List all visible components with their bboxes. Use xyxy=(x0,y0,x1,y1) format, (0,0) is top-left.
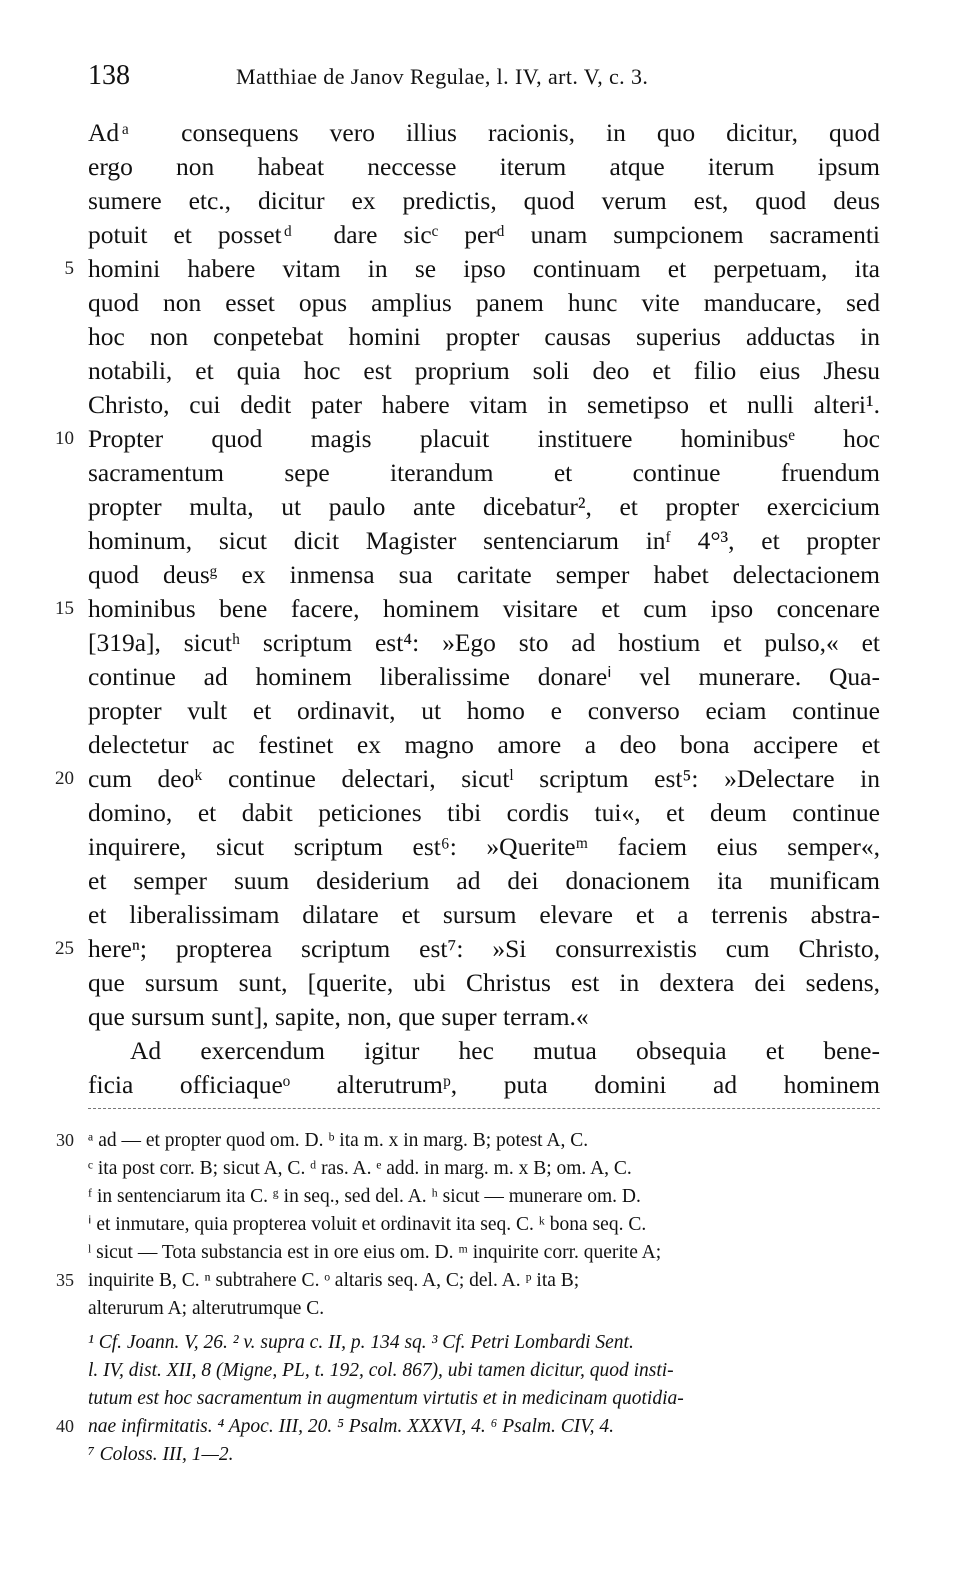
text-line: Ad ͣ consequens vero illius racionis, in quo dicitur, quod xyxy=(88,118,880,147)
text-line: que sursum sunt], sapite, non, que super terram.« xyxy=(88,1002,589,1031)
text-line: Ad exercendum igitur hec mutua obsequia et bene- xyxy=(130,1036,880,1065)
line-number: 10 xyxy=(55,428,74,449)
text-line: propter multa, ut paulo ante dicebatur², et propter exercicium xyxy=(88,492,880,521)
page-number: 138 xyxy=(88,60,130,91)
text-line: hominibus bene facere, hominem visitare et cum ipso concenare xyxy=(88,594,880,623)
text-line: hereⁿ; propterea scriptum est⁷: »Si consurrexistis cum Christo, xyxy=(88,934,880,963)
running-head: Matthiae de Janov Regulae, l. IV, art. V, c. 3. xyxy=(236,64,649,89)
line-number: 20 xyxy=(55,768,74,789)
text-line: notabili, et quia hoc est proprium soli deo et filio eius Jhesu xyxy=(88,356,880,385)
text-line: [319a], sicutʰ scriptum est⁴: »Ego sto ad hostium et pulso,« et xyxy=(88,628,880,657)
line-number: 35 xyxy=(56,1270,74,1290)
footnote-divider xyxy=(88,1108,880,1109)
text-line: domino, et dabit peticiones tibi cordis tui«, et deum continue xyxy=(88,798,880,827)
text-line: propter vult et ordinavit, ut homo e converso eciam continue xyxy=(88,696,880,725)
page-header xyxy=(88,56,880,100)
text-line: ficia officiaqueᵒ alterutrumᵖ, puta domini ad hominem xyxy=(88,1070,880,1099)
source-note-line: ¹ Cf. Joann. V, 26. ² v. supra c. II, p. 134 sq. ³ Cf. Petri Lombardi Sent. xyxy=(88,1332,634,1353)
text-line: sacramentum sepe iterandum et continue fruendum xyxy=(88,458,880,487)
apparatus-line: ᶠ in sentenciarum ita C. ᵍ in seq., sed del. A. ʰ sicut — munerare om. D. xyxy=(88,1186,641,1207)
source-note-line: l. IV, dist. XII, 8 (Migne, PL, t. 192, col. 867), ubi tamen dicitur, quod insti- xyxy=(88,1360,674,1381)
source-note-line: ⁷ Coloss. III, 1—2. xyxy=(88,1444,234,1465)
apparatus-line: ˡ sicut — Tota substancia est in ore eius om. D. ᵐ inquirite corr. querite A; xyxy=(88,1242,662,1263)
text-line: cum deoᵏ continue delectari, sicutˡ scriptum est⁵: »Delectare in xyxy=(88,764,880,793)
apparatus-line: ᶜ ita post corr. B; sicut A, C. ᵈ ras. A. ᵉ add. in marg. m. x B; om. A, C. xyxy=(88,1158,632,1179)
apparatus-line: inquirite B, C. ⁿ subtrahere C. ᵒ altaris seq. A, C; del. A. ᵖ ita B; xyxy=(88,1270,580,1291)
apparatus-line: ᵃ ad — et propter quod om. D. ᵇ ita m. x in marg. B; potest A, C. xyxy=(88,1130,589,1151)
text-line: potuit et posset ͩ dare sicᶜ perᵈ unam sumpcionem sacramenti xyxy=(88,220,880,249)
text-line: quod non esset opus amplius panem hunc vite manducare, sed xyxy=(88,288,880,317)
text-line: Christo, cui dedit pater habere vitam in semetipso et nulli alteri¹. xyxy=(88,390,880,419)
text-line: quod deusᵍ ex inmensa sua caritate semper habet delectacionem xyxy=(88,560,880,589)
source-note-line: nae infirmitatis. ⁴ Apoc. III, 20. ⁵ Psalm. XXXVI, 4. ⁶ Psalm. CIV, 4. xyxy=(88,1416,615,1437)
apparatus-line: alterurum A; alterutrumque C. xyxy=(88,1298,325,1319)
text-line: Propter quod magis placuit instituere hominibusᵉ hoc xyxy=(88,424,880,453)
text-line: et semper suum desiderium ad dei donacionem ita munificam xyxy=(88,866,880,895)
text-line: inquirere, sicut scriptum est⁶: »Queriteᵐ faciem eius semper«, xyxy=(88,832,880,861)
text-line: hominum, sicut dicit Magister sentenciarum inᶠ 4°³, et propter xyxy=(88,526,880,555)
text-line: continue ad hominem liberalissime donareⁱ vel munerare. Qua- xyxy=(88,662,880,691)
source-note-line: tutum est hoc sacramentum in augmentum virtutis et in medicinam quotidia- xyxy=(88,1388,684,1409)
line-number: 5 xyxy=(64,258,74,279)
text-line: que sursum sunt, [querite, ubi Christus est in dextera dei sedens, xyxy=(88,968,880,997)
line-number: 25 xyxy=(55,938,74,959)
text-line: et liberalissimam dilatare et sursum elevare et a terrenis abstra- xyxy=(88,900,880,929)
line-number: 15 xyxy=(55,598,74,619)
text-line: hoc non conpetebat homini propter causas superius adductas in xyxy=(88,322,880,351)
text-line: sumere etc., dicitur ex predictis, quod verum est, quod deus xyxy=(88,186,880,215)
apparatus-line: ⁱ et inmutare, quia propterea voluit et ordinavit ita seq. C. ᵏ bona seq. C. xyxy=(88,1214,647,1235)
text-line: delectetur ac festinet ex magno amore a deo bona accipere et xyxy=(88,730,880,759)
line-number: 40 xyxy=(56,1416,74,1436)
text-line: homini habere vitam in se ipso continuam et perpetuam, ita xyxy=(88,254,880,283)
line-number: 30 xyxy=(56,1130,74,1150)
text-line: ergo non habeat neccesse iterum atque iterum ipsum xyxy=(88,152,880,181)
